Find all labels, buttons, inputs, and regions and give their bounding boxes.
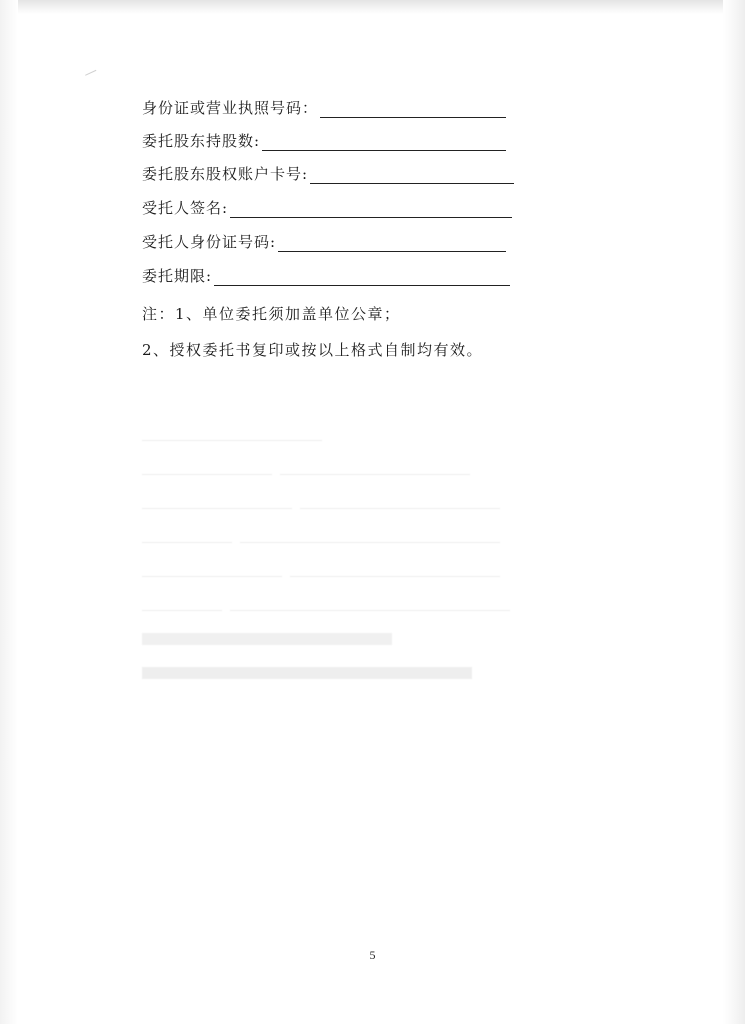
scan-edge-right xyxy=(723,0,745,1024)
note-1: 注：1、单位委托须加盖单位公章； xyxy=(142,305,401,323)
fill-in-blank[interactable] xyxy=(214,269,510,286)
field-trustee-signature xyxy=(142,198,512,218)
show-through-line xyxy=(142,526,500,548)
fill-in-blank[interactable] xyxy=(262,134,506,151)
field-label: 受托人身份证号码: xyxy=(142,233,277,251)
field-id-number xyxy=(142,98,506,118)
fill-in-blank[interactable] xyxy=(278,235,506,252)
page-number: 5 xyxy=(369,948,376,962)
fill-in-blank[interactable] xyxy=(310,167,514,184)
fill-in-blank[interactable] xyxy=(230,201,512,218)
show-through-line xyxy=(142,424,322,446)
field-label: 委托期限: xyxy=(142,267,213,285)
note-2: 2、授权委托书复印或按以上格式自制均有效。 xyxy=(142,341,484,359)
show-through-line xyxy=(142,664,472,684)
show-through-line xyxy=(142,630,392,650)
scan-speck xyxy=(85,70,99,81)
field-account-number xyxy=(142,164,514,184)
fill-in-blank[interactable] xyxy=(320,101,506,118)
field-term xyxy=(142,266,510,286)
field-trustee-id xyxy=(142,232,506,252)
field-label: 委托股东持股数: xyxy=(142,132,261,150)
show-through-line xyxy=(142,560,500,582)
show-through-line xyxy=(142,458,470,480)
scan-edge-top xyxy=(0,0,745,14)
show-through-line xyxy=(142,492,500,514)
field-label: 委托股东股权账户卡号: xyxy=(142,165,309,183)
scan-edge-left xyxy=(0,0,18,1024)
field-label: 受托人签名: xyxy=(142,199,229,217)
show-through-line xyxy=(142,594,510,616)
field-label: 身份证或营业执照号码： xyxy=(142,99,319,117)
field-share-count xyxy=(142,131,506,151)
